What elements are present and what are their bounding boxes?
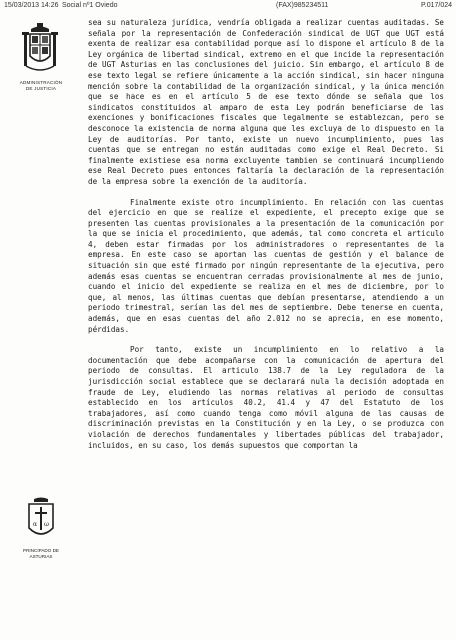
paragraph-3: Por tanto, existe un incumplimiento en lo relativo a la documentación que debe acompañarse con la comunicación de apertura del periodo de consultas. El articulo 138.7 de la Ley reguladora de la jurisdicción social establece que se declarará nula la decisión adoptada en fraude de Ley, eludiendo las normas relativas al periodo de consultas establecido en los artículos 40.2, 41.4 y 47 del Estatuto de los trabajadores, así como cuando tenga como móvil alguna de las causas de discriminación previstas en la Constitución y en la Ley, o se produzca con violación de derechos fundamentales y libertades públicas del trabajador, incluidos, en su caso, los demás supuestos que comportan la <box>88 345 444 450</box>
fax-page-number: P.017/024 <box>420 2 452 9</box>
svg-text:α: α <box>33 521 38 528</box>
fax-header <box>4 2 452 14</box>
administracion-de-justicia-label <box>10 80 72 91</box>
asturias-coat-of-arms-icon <box>26 496 56 544</box>
fax-date-time: 15/03/2013 14:26 <box>4 2 59 9</box>
admin-label-line2: DE JUSTICIA <box>25 85 57 91</box>
asturias-label-line2: ASTURIAS <box>29 553 53 559</box>
fax-department: Social nº1 Oviedo <box>62 2 118 9</box>
asturias-label-line1: PRINCIPADO DE <box>23 548 59 553</box>
spain-coat-of-arms-icon <box>22 22 58 78</box>
fax-number: (FAX)985234511 <box>276 2 329 9</box>
paragraph-2: Finalmente existe otro incumplimiento. En relación con las cuentas del ejercicio en que se realize el expediente, el precepto exige que se presenten las cuentas provisionales a la presentación de la comunicación por la que se inicia el procedimiento, que además, tal como concreta el articulo 4, deben estar firmadas por los administradores o representantes de la empresa. En este caso se aportan las cuentas de gestión y el balance de situación sin que esté firmado por ningún representante de la ejecutiva, pero además esas cuentas se encuentran cerradas provisionalmente al mes de junio, cuando el inicio del expediente se realiza en el mes de diciembre, por lo que, al menos, las últimas cuentas que debían presentarse, atendiendo a un periodo trimestral, serían las del mes de septiembre. Debe tenerse en cuenta, además, que en esas cuentas del año 2.012 no se aprecia, en ese momento, pérdidas. <box>88 197 444 334</box>
document-body <box>88 18 444 461</box>
svg-text:ω: ω <box>44 521 49 528</box>
admin-label-line1: ADMINISTRACIÓN <box>19 80 63 85</box>
letterhead-sidebar <box>0 18 80 640</box>
paragraph-1: sea su naturaleza jurídica, vendría obligada a realizar cuentas auditadas. Se señala por la representación de Confederación sindical de UGT que UGT está exenta de realizar esa contabilidad porque así lo dispone el artículo 8 de la Ley orgánica de libertad sindical, extremo en el que incide la representación de UGT Asturias en las conclusiones del juicio. Sin embargo, el artículo 8 de ese texto legal se refiere únicamente a la acción sindical, sin hacer ninguna mención sobre la contabilidad de la organización sindical, y la única mención que se hace es en el artículo 5 de ese texto dónde se señala que los sindicatos constituidos al amparo de esta Ley podrán beneficiarse de las exenciones y bonificaciones fiscales que legalmente se establezcan, pero se desconoce la existencia de norma alguna que les excluya de lo dispuesto en la Ley de auditorías. Por tanto, existe un nuevo incumplimiento, pues las cuentas que se entregan no están auditadas como exige el Real Decreto. Si finalmente existiese esa norma excluyente tambien se continuará incumpliendo ese Real Decreto pues entonces faltaría la declaración de la representación de la empresa sobre la exención de la auditoría. <box>88 18 444 186</box>
principado-de-asturias-label <box>12 548 70 559</box>
